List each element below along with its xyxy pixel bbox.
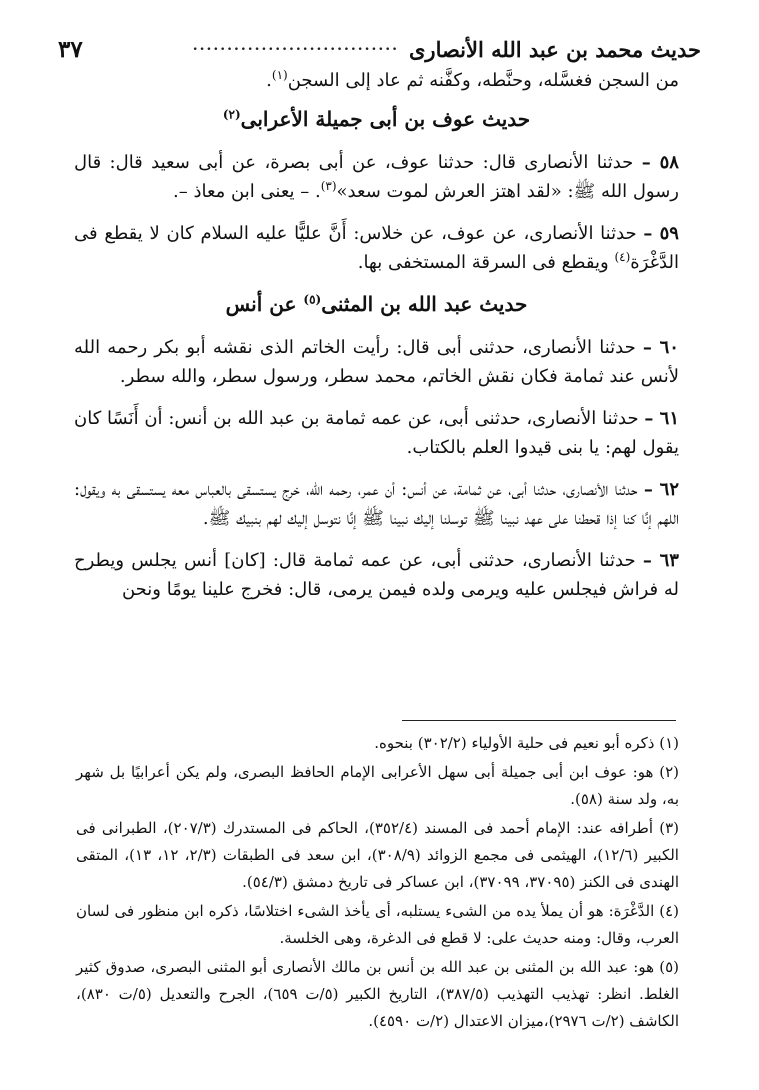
- footnote-ref-2: (٢): [222, 107, 241, 122]
- footnote-ref-5: (٥): [303, 292, 322, 307]
- section-heading-awf: حديث عوف بن أبى جميلة الأعرابى$^{(٢)}$: [222, 107, 531, 131]
- hadith-62: ٦٢ – حدثنا الأنصارى، حدثنا أبى، عن ثمامة، عن أنس: أن عمر، رحمه الله، خرج يستسقى بالعباس معه يستسقى به ويقول: اللهم إنَّا كنا إذا قحطنا على عهد نبينا ﷺ توسلنا إليك نبينا ﷺ إنَّا نتوسل إليك لهم بنبيك ﷺ.: [74, 479, 679, 529]
- hadith-number: ٦٣ –: [642, 550, 679, 571]
- hadith-63: ٦٣ – حدثنا الأنصارى، حدثنى أبى، عن عمه ثمامة قال: [كان] أنس يجلس ويطرح له فراش فيجلس عليه ويرمى ولده فيمن يرمى، قال: فخرج علينا يومًا ونحن: [74, 550, 679, 600]
- hadith-number: ٦٢ –: [643, 479, 679, 500]
- hadith-59: ٥٩ – حدثنا الأنصارى، عن عوف، عن خلاس: أَنَّ عليًّا عليه السلام كان لا يقطع فى الدَّغْرَة$^{(٤)}$ ويقطع فى السرقة المستخفى بها.: [74, 223, 679, 273]
- hadith-61: ٦١ – حدثنا الأنصارى، حدثنى أبى، عن عمه ثمامة بن عبد الله بن أنس: أن أَنَسًا كان يقول لهم: يا بنى قيدوا العلم بالكتاب.: [74, 408, 679, 458]
- footnote-ref-3: (٣): [320, 179, 337, 193]
- hadith-60: ٦٠ – حدثنا الأنصارى، حدثنى أبى قال: رأيت الخاتم الذى نقشه أبو بكر رحمه الله لأنس عند ثمامة فكان نقش الخاتم، محمد سطر، ورسول سطر، والله سطر.: [74, 337, 679, 387]
- footnote-3: (٣) أطرافه عند: الإمام أحمد فى المسند (٣٥٢/٤)، الحاكم فى المستدرك (٢٠٧/٣)، الطبرانى فى الكبير (١٢/٦)، الهيثمى فى مجمع الزوائد (٣٠٨/٩)، ابن سعد فى الطبقات (٢/٣، ١٢، ١٣)، المتقى الهندى فى الكنز (٣٧٠٩٥، ٣٧٠٩٩)، ابن عساكر فى تاريخ دمشق (٥٤/٣).: [76, 819, 680, 891]
- hadith-number: ٥٩ –: [643, 223, 679, 244]
- footnote-5: (٥) هو: عبد الله بن المثنى بن عبد الله بن أنس بن مالك الأنصارى أبو المثنى البصرى، صدوق كثير الغلط. انظر: تهذيب التهذيب (٣٨٧/٥)، التاريخ الكبير (٥/ت ٦٥٩)، الجرح والتعديل (٥/ت ٨٣٠)، الكاشف (٢/ت ٢٩٧٦)،ميزان الاعتدال (٢/ت ٤٥٩٠).: [76, 958, 679, 1030]
- footnote-ref-4: (٤): [614, 250, 631, 264]
- footnote-divider: [402, 720, 676, 721]
- hadith-number: ٦١ –: [644, 408, 679, 429]
- hadith-number: ٦٠ –: [642, 337, 679, 358]
- section-heading-abdullah: حديث عبد الله بن المثنى$^{(٥)}$ عن أنس: [225, 292, 528, 316]
- main-text: [74, 66, 679, 617]
- footnote-ref-1: (١): [271, 68, 288, 82]
- continuation-paragraph: من السجن فغسَّله، وحنَّطه، وكفَّنه ثم عاد إلى السجن$^{(١)}$.: [266, 68, 679, 91]
- hadith-number: ٥٨ –: [641, 152, 679, 173]
- running-header: [58, 30, 701, 64]
- hadith-58: ٥٨ – حدثنا الأنصارى قال: حدثنا عوف، عن أبى بصرة، عن أبى سعيد قال: قال رسول الله ﷺ: «لقد اهتز العرش لموت سعد»$^{(٣)}$. – يعنى ابن معاذ –.: [74, 152, 679, 202]
- footnote-2: (٢) هو: عوف ابن أبى جميلة أبى سهل الأعرابى الإمام الحافظ البصرى، ولم يكن أعرابيًا بل شهر به، ولد سنة (٥٨).: [76, 763, 679, 808]
- running-title: حديث محمد بن عبد الله الأنصارى: [408, 37, 701, 62]
- leader-dots: ..............................: [192, 38, 399, 54]
- page-number: ٣٧: [58, 36, 83, 63]
- footnote-1: (١) ذكره أبو نعيم فى حلية الأولياء (٣٠٢/٢) بنحوه.: [374, 734, 679, 752]
- footnote-4: (٤) الدَّغْرَة: هو أن يملأ يده من الشىء يستلبه، أى يأخذ الشىء اختلاسًا، ذكره ابن منظور فى لسان العرب، وقال: ومنه حديث على: لا قطع فى الدغرة، وهى الخلسة.: [76, 902, 679, 947]
- footnotes: [76, 730, 679, 1037]
